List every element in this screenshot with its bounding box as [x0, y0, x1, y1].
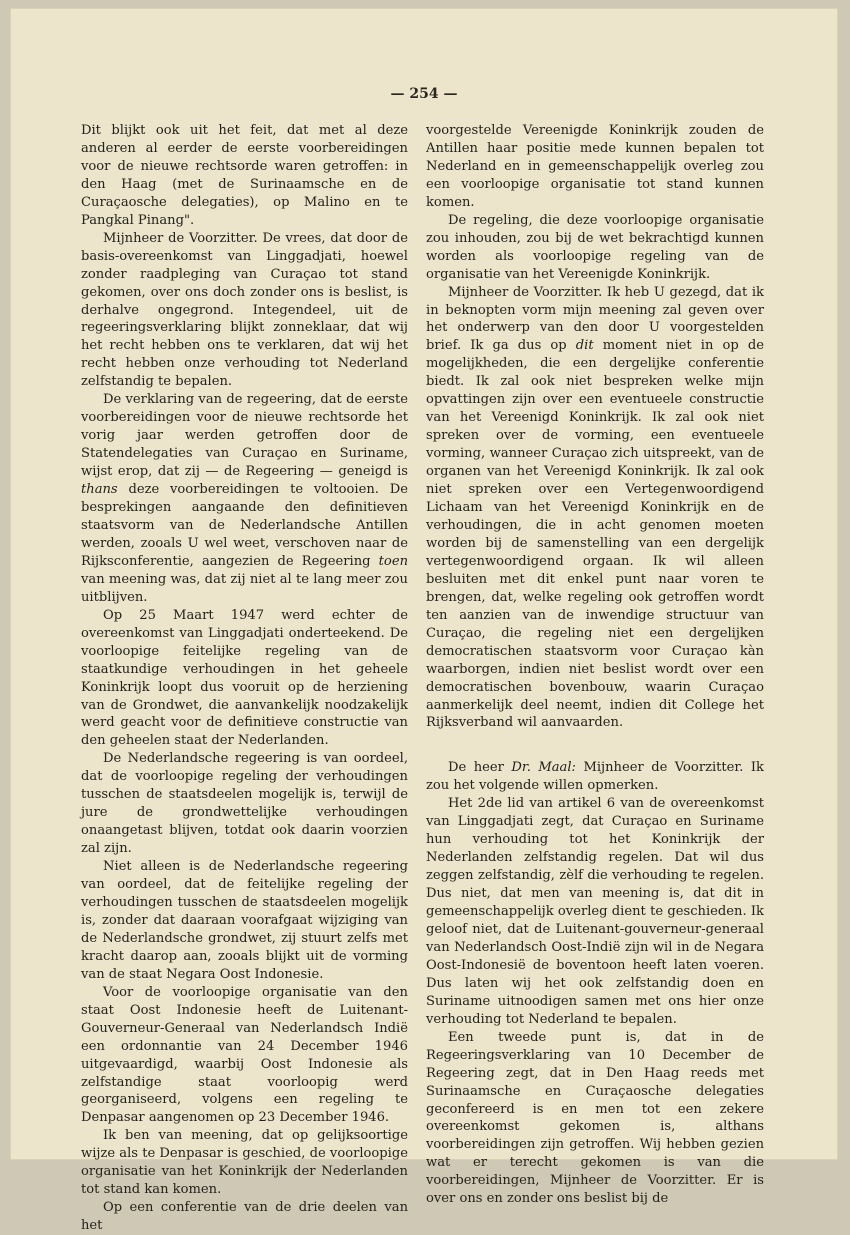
paragraph: Ik ben van meening, dat op gelijksoortige wijze als te Denpasar is geschied, de voorloopige organisatie van het Koninkrijk der Nederlanden tot stand kan komen.: [81, 1128, 408, 1198]
page-number: — 254 —: [390, 86, 458, 102]
paragraph-speaker: De heer Dr. Maal: Mijnheer de Voorzitter. Ik zou het volgende willen opmerken.: [426, 760, 764, 794]
right-column: [426, 122, 764, 1208]
paragraph: Mijnheer de Voorzitter. Ik heb U gezegd, dat ik in beknopten vorm mijn meening zal geven over het onderwerp van den door U voorgestelden brief. Ik ga dus op dit moment niet in op de mogelijkheden, die een dergelijke conferentie biedt. Ik zal ook niet bespreken welke mijn opvattingen zijn over een eventueele constructie van het Vereenigd Koninkrijk. Ik zal ook niet spreken over de vorming, een eventueele vorming, wanneer Curaçao zich uitspreekt, van de organen van het Vereenigd Koninkrijk. Ik zal ook niet spreken over een Vertegenwoordigend Lichaam van het Vereenigd Koninkrijk en de verhoudingen, die in acht genomen moeten worden bij de samenstelling van een dergelijk vertegenwoordigend orgaan. Ik wil alleen besluiten met dit enkel punt naar voren te brengen, dat, welke regeling ook getroffen wordt ten aanzien van de inwendige structuur van Curaçao, die regeling niet een dergelijken democratischen staatsvorm voor Curaçao kàn waarborgen, indien niet beslist wordt over een democratischen bovenbouw, waarin Curaçao aanmerkelijk deel neemt, indien dit College het Rijksverband wil aanvaarden.: [426, 284, 764, 731]
paragraph: Niet alleen is de Nederlandsche regeering van oordeel, dat de feitelijke regeling der verhoudingen tusschen de staatsdeelen mogelijk is, zonder dat daaraan voorafgaat wijziging van de Nederlandsche grondwet, zij stuurt zelfs met kracht daarop aan, zooals blijkt uit de vorming van de staat Negara Oost Indonesie.: [81, 859, 408, 982]
paragraph: Mijnheer de Voorzitter. De vrees, dat door de basis-overeenkomst van Linggadjati, hoewel zonder raadpleging van Curaçao tot stand gekomen, over ons doch zonder ons is beslist, is derhalve ongegrond. Integendeel, uit de regeeringsverklaring blijkt zonneklaar, dat wij het recht hebben ons te verklaren, dat wij het recht hebben onze verhouding tot Nederland zelfstandig te bepalen.: [81, 230, 408, 390]
paragraph: Een tweede punt is, dat in de Regeeringsverklaring van 10 December de Regeering zegt, dat in Den Haag reeds met Surinaamsche en Curaçaosche delegaties geconfereerd is en men tot een zekere overeenkomst gekomen is, althans voorbereidingen zijn getroffen. Wij hebben gezien wat er terecht gekomen is van die voorbereidingen, Mijnheer de Voorzitter. Er is over ons en zonder ons beslist bij de: [426, 1029, 764, 1207]
paragraph: Voor de voorloopige organisatie van den staat Oost Indonesie heeft de Luitenant-Gouverneur-Generaal van Nederlandsch Indië een ordonnantie van 24 December 1946 uitgevaardigd, waarbij Oost Indonesie als zelfstandige staat voorloopig werd georganiseerd, volgens een regeling te Denpasar aangenomen op 23 December 1946.: [81, 984, 408, 1126]
paragraph: De Nederlandsche regeering is van oordeel, dat de voorloopige regeling der verhoudingen tusschen de staatsdeelen mogelijk is, terwijl de jure de grondwettelijke verhoudingen onaangetast blijven, totdat ook daarin voorzien zal zijn.: [81, 751, 408, 857]
paragraph: De verklaring van de regeering, dat de eerste voorbereidingen voor de nieuwe rechtsorde het vorig jaar werden getroffen door de Statendelegaties van Curaçao en Suriname, wijst erop, dat zij — de Regeering — geneigd is thans deze voorbereidingen te voltooien. De besprekingen aangaande den definitieven staatsvorm van de Nederlandsche Antillen werden, zooals U wel weet, verschoven naar de Rijksconferentie, aangezien de Regeering toen van meening was, dat zij niet al te lang meer zou uitblijven.: [81, 392, 408, 605]
paragraph: voorgestelde Vereenigde Koninkrijk zouden de Antillen haar positie mede kunnen bepalen tot Nederland en in gemeenschappelijk overleg zou een voorloopige organisatie tot stand kunnen komen.: [426, 123, 764, 210]
paragraph: De regeling, die deze voorloopige organisatie zou inhouden, zou bij de wet bekrachtigd kunnen worden als voorloopige regeling van de organisatie van het Vereenigde Koninkrijk.: [426, 212, 764, 282]
paragraph: Op 25 Maart 1947 werd echter de overeenkomst van Linggadjati onderteekend. De voorloopige feitelijke regeling van de staatkundige verhoudingen in het geheele Koninkrijk loopt dus vooruit op de herziening van de Grondwet, die aanvankelijk noodzakelijk werd geacht voor de definitieve constructie van den geheelen staat der Nederlanden.: [81, 607, 408, 749]
paragraph: Op een conferentie van de drie deelen van het: [81, 1200, 408, 1234]
document-page: [10, 8, 838, 1234]
paragraph: Het 2de lid van artikel 6 van de overeenkomst van Linggadjati zegt, dat Curaçao en Suriname hun verhouding tot het Koninkrijk der Nederlanden zelfstandig regelen. Dat wil dus zeggen zelfstandig, zèlf die verhouding te regelen. Dus niet, dat men van meening is, dat dit in gemeenschappelijk overleg dient te geschieden. Ik geloof niet, dat de Luitenant-gouverneur-generaal van Nederlandsch Oost-Indië zijn wil in de Negara Oost-Indonesië de boventoon heeft laten voeren. Dus laten wij het ook zelfstandig doen en Suriname uitnoodigen samen met ons hier onze verhouding tot Nederland te bepalen.: [426, 796, 764, 1027]
left-column: [81, 122, 408, 1235]
paragraph: Dit blijkt ook uit het feit, dat met al deze anderen al eerder de eerste voorbereidingen voor de nieuwe rechtsorde waren getroffen: in den Haag (met de Surinaamsche en de Curaçaosche delegaties), op Malino en te Pangkal Pinang".: [81, 123, 408, 228]
